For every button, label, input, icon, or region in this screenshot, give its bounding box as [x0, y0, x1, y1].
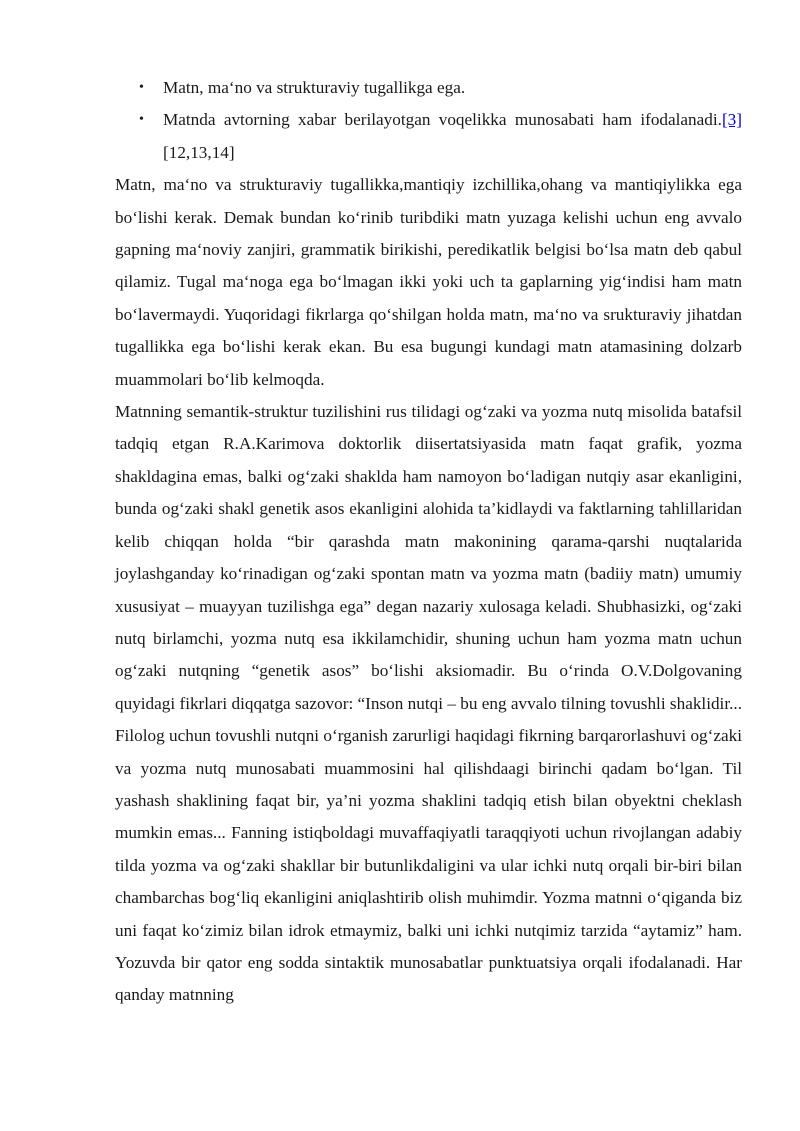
bullet-item — [115, 72, 742, 104]
bullet-list — [115, 72, 742, 169]
bullet-text: Matnda avtorning xabar berilayotgan voqelikka munosabati ham ifodalanadi. — [163, 110, 722, 130]
bullet-text: Matn, ma‘no va strukturaviy tugallikga ega. — [163, 78, 466, 97]
bullet-item — [115, 104, 742, 169]
paragraph: Matn, ma‘no va strukturaviy tugallikka,mantiqiy izchillika,ohang va mantiqiylikka ega bo‘lishi kerak. Demak bundan ko‘rinib turibdiki matn yuzaga kelishi uchun eng avvalo gapning ma‘noviy zanjiri, grammatik birikishi, peredikatlik belgisi bo‘lsa matn deb qabul qilamiz. Tugal ma‘noga ega bo‘lmagan ikki yoki uch ta gaplarning yig‘indisi ham matn bo‘lavermaydi. Yuqoridagi fikrlarga qo‘shilgan holda matn, ma‘no va srukturaviy jihatdan tugallikka ega bo‘lishi kerak ekan. Bu esa bugungi kundagi matn atamasining dolzarb muammolari bo‘lib kelmoqda. — [115, 175, 742, 389]
bullet-icon: • — [139, 112, 144, 128]
reference-link[interactable]: [3] — [721, 110, 742, 130]
document-page — [115, 72, 742, 1012]
bullet-icon: • — [139, 80, 144, 95]
reference-numbers: [12,13,14] — [163, 142, 235, 162]
paragraph: Matnning semantik-struktur tuzilishini rus tilidagi og‘zaki va yozma nutq misolida batafsil tadqiq etgan R.A.Karimova doktorlik diisertatsiyasida matn faqat grafik, yozma shakldagina emas, balki og‘zaki shaklda ham namoyon bo‘ladigan nutqiy asar ekanligini, bunda og‘zaki shakl genetik asos ekanligini alohida ta’kidlaydi va faktlarning tahlillaridan kelib chiqqan holda “bir qarashda matn makonining qarama-qarshi nuqtalarida joylashganday ko‘rinadigan og‘zaki spontan matn va yozma matn (badiiy matn) umumiy xususiyat – muayyan tuzilishga ega” degan nazariy xulosaga keladi. Shubhasizki, og‘zaki nutq birlamchi, yozma nutq esa ikkilamchidir, shuning uchun ham yozma matn uchun og‘zaki nutqning “genetik asos” bo‘lishi aksiomadir. Bu o‘rinda O.V.Dolgovaning quyidagi fikrlari diqqatga sazovor: “Inson nutqi – bu eng avvalo tilning tovushli shaklidir... Filolog uchun tovushli nutqni o‘rganish zarurligi haqidagi fikrning barqarorlashuvi og‘zaki va yozma nutq munosabati muammosini hal qilishdaagi birinchi qadam bo‘lgan. Til yashash shaklining faqat bir, ya’ni yozma shaklini tadqiq etish bilan obyektni cheklash mumkin emas... Fanning istiqboldagi muvaffaqiyatli taraqqiyoti uchun rivojlangan adabiy tilda yozma va og‘zaki shakllar bir butunlikdaligini va ular ichki nutq orqali bir-biri bilan chambarchas bog‘liq ekanligini aniqlashtirib olish muhimdir. Yozma matnni o‘qiganda biz uni faqat ko‘zimiz bilan idrok etmaymiz, balki uni ichki nutqimiz tarzida “aytamiz” ham. Yozuvda bir qator eng sodda sintaktik munosabatlar punktuatsiya orqali ifodalanadi. Har qanday matnning — [115, 402, 742, 1005]
